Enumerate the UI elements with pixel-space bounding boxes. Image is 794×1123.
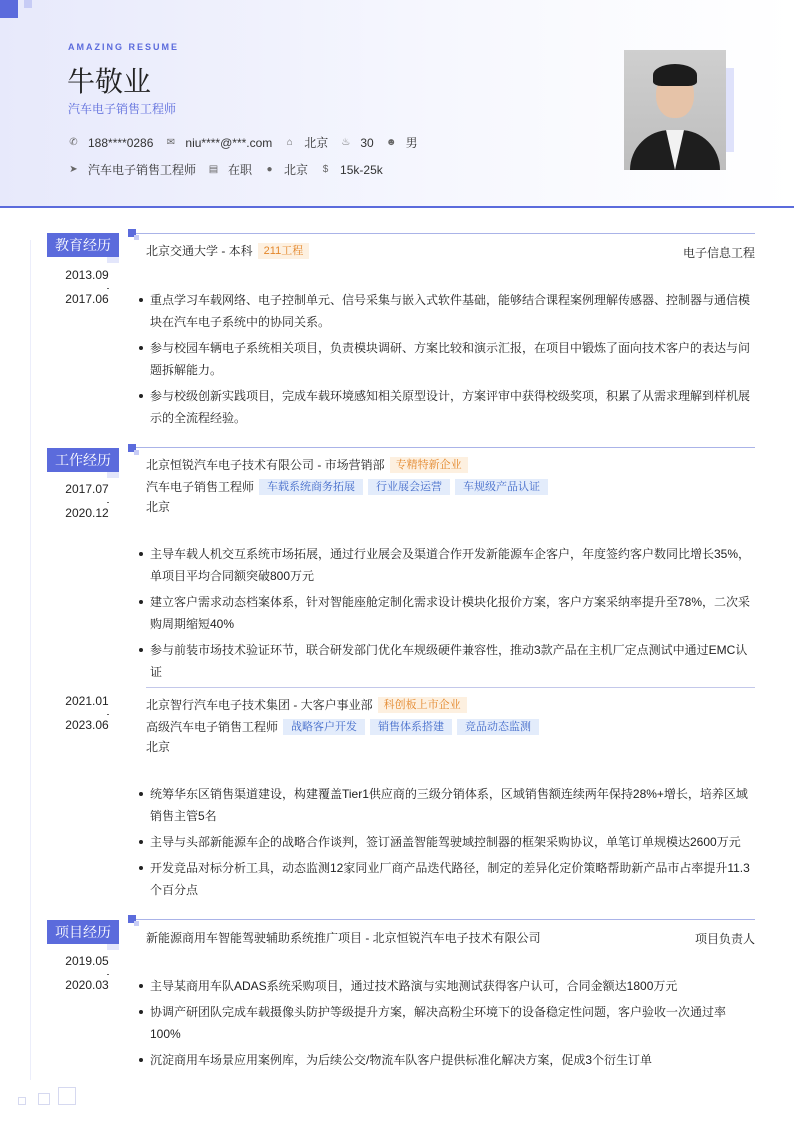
job1-position: 汽车电子销售工程师 (146, 480, 255, 494)
job1-company: 北京恒锐汽车电子技术有限公司 - 市场营销部 (146, 458, 385, 472)
section-marker-small (134, 921, 139, 926)
project-start-date: 2019.05 (65, 954, 109, 968)
briefcase-icon: ▤ (208, 164, 219, 175)
date-separator (107, 288, 109, 289)
date-separator (107, 974, 109, 975)
project-role: 项目负责人 (694, 932, 755, 946)
job1-position-row (146, 478, 548, 495)
list-item: 参与校级创新实践项目，完成车载环境感知相关原型设计，方案评审中获得校级奖项，积累了从需求理解到样机展示的全流程经验。 (138, 385, 756, 429)
job2-company-tag: 科创板上市企业 (378, 697, 467, 713)
job2-position-row (146, 718, 539, 735)
job1-start-date: 2017.07 (65, 482, 109, 496)
list-item: 参与前装市场技术验证环节，联合研发部门优化车规级硬件兼容性，推动3款产品在主机厂定点测试中通过EMC认证 (138, 639, 756, 683)
mail-icon: ✉ (166, 137, 176, 148)
skill-tag: 竞品动态监测 (457, 719, 539, 735)
decor-square (0, 0, 18, 18)
section-divider (136, 447, 755, 448)
contact-city (284, 134, 328, 151)
gender-text: 男 (405, 136, 418, 150)
project-title-row (146, 929, 541, 946)
section-marker-small (134, 450, 139, 455)
intent-row (68, 161, 395, 178)
intent-status-text: 在职 (228, 163, 253, 177)
phone-icon: ✆ (69, 137, 78, 148)
list-item: 开发竞品对标分析工具，动态监测12家同业厂商产品迭代路径，制定的差异化定价策略帮助新产品市占率提升11.3个百分点 (138, 857, 756, 901)
intent-salary-text: 15k-25k (340, 162, 383, 177)
decor-square (38, 1093, 50, 1105)
section-marker-small (134, 235, 139, 240)
contact-email (165, 136, 272, 150)
candidate-title: 汽车电子销售工程师 (68, 102, 177, 116)
decor-square-small (24, 0, 32, 8)
phone-text: 188****0286 (88, 135, 154, 150)
intent-location-text: 北京 (284, 163, 309, 177)
job2-bullets (138, 783, 756, 905)
section-label-project: 项目经历 (47, 920, 119, 944)
intent-location (264, 161, 308, 178)
intent-position-text: 汽车电子销售工程师 (88, 163, 197, 177)
contact-phone (68, 136, 153, 150)
list-item: 统筹华东区销售渠道建设，构建覆盖Tier1供应商的三级分销体系，区域销售额连续两年保持28%+增长，培养区域销售主管5名 (138, 783, 756, 827)
skill-tag: 战略客户开发 (283, 719, 365, 735)
edu-end-date: 2017.06 (65, 292, 109, 306)
list-item: 主导与头部新能源车企的战略合作谈判，签订涵盖智能驾驶域控制器的框架采购协议，单笔订单规模达2600万元 (138, 831, 756, 853)
age-text: 30 (360, 135, 374, 150)
edu-bullets (138, 289, 756, 433)
project-title: 新能源商用车智能驾驶辅助系统推广项目 - 北京恒锐汽车电子技术有限公司 (146, 931, 541, 945)
job1-city: 北京 (146, 500, 171, 514)
list-item: 协调产研团队完成车载摄像头防护等级提升方案，解决高粉尘环境下的设备稳定性问题，客户验收一次通过率100% (138, 1001, 756, 1045)
job2-company-row (146, 696, 467, 713)
intent-status (208, 161, 252, 178)
resume-tagline: AMAZING RESUME (68, 42, 179, 52)
profile-photo (624, 50, 726, 170)
edu-school: 北京交通大学 - 本科 (146, 244, 253, 258)
home-icon: ⌂ (286, 137, 293, 148)
decor-square (58, 1087, 76, 1105)
list-item: 主导某商用车队ADAS系统采购项目，通过技术路演与实地测试获得客户认可，合同金额达1800万元 (138, 975, 756, 997)
skill-tag: 车载系统商务拓展 (259, 479, 363, 495)
intent-position (68, 161, 196, 178)
list-item: 重点学习车载网络、电子控制单元、信号采集与嵌入式软件基础，能够结合课程案例理解传感器、控制器与通信模块在汽车电子系统中的协同关系。 (138, 289, 756, 333)
project-bullets (138, 975, 756, 1075)
location-icon: ● (266, 164, 273, 175)
edu-school-tag: 211工程 (258, 243, 310, 259)
contact-gender (386, 134, 418, 151)
decor-square (18, 1097, 26, 1105)
edu-school-row (146, 242, 309, 259)
resume-header (0, 0, 794, 208)
timeline-rule (30, 240, 31, 1080)
section-divider (136, 919, 755, 920)
job2-position: 高级汽车电子销售工程师 (146, 720, 279, 734)
date-separator (107, 502, 109, 503)
city-text: 北京 (304, 136, 329, 150)
edu-major: 电子信息工程 (682, 246, 755, 260)
project-end-date: 2020.03 (65, 978, 109, 992)
list-item: 建立客户需求动态档案体系，针对智能座舱定制化需求设计模块化报价方案，客户方案采纳率提升至78%，二次采购周期缩短40% (138, 591, 756, 635)
job2-end-date: 2023.06 (65, 718, 109, 732)
gender-icon: ☻ (385, 137, 397, 148)
list-item: 主导车载人机交互系统市场拓展，通过行业展会及渠道合作开发新能源车企客户，年度签约客户数同比增长35%，单项目平均合同额突破800万元 (138, 543, 756, 587)
skill-tag: 行业展会运营 (368, 479, 450, 495)
job2-start-date: 2021.01 (65, 694, 109, 708)
job2-company: 北京智行汽车电子技术集团 - 大客户事业部 (146, 698, 373, 712)
list-item: 沉淀商用车场景应用案例库，为后续公交/物流车队客户提供标准化解决方案，促成3个衍生订单 (138, 1049, 756, 1071)
job2-city: 北京 (146, 740, 171, 754)
section-divider (136, 233, 755, 234)
contact-age (340, 136, 373, 150)
section-label-education: 教育经历 (47, 233, 119, 257)
email-text: niu****@***.com (185, 135, 273, 150)
list-item: 参与校园车辆电子系统相关项目，负责模块调研、方案比较和演示汇报，在项目中锻炼了面向技术客户的表达与问题拆解能力。 (138, 337, 756, 381)
date-separator (107, 714, 109, 715)
skill-tag: 销售体系搭建 (370, 719, 452, 735)
cake-icon: ♨ (341, 137, 351, 148)
skill-tag: 车规级产品认证 (455, 479, 548, 495)
job1-end-date: 2020.12 (65, 506, 109, 520)
job1-company-tag: 专精特新企业 (390, 457, 468, 473)
photo-hair (653, 64, 697, 86)
candidate-name: 牛敬业 (67, 66, 152, 97)
entry-divider (146, 687, 755, 688)
job1-company-row (146, 456, 468, 473)
job1-bullets (138, 543, 756, 687)
send-icon: ➤ (69, 164, 78, 175)
contact-row (68, 134, 430, 151)
money-icon: $ (322, 164, 329, 175)
edu-start-date: 2013.09 (65, 268, 109, 282)
intent-salary (320, 163, 383, 177)
section-label-work: 工作经历 (47, 448, 119, 472)
